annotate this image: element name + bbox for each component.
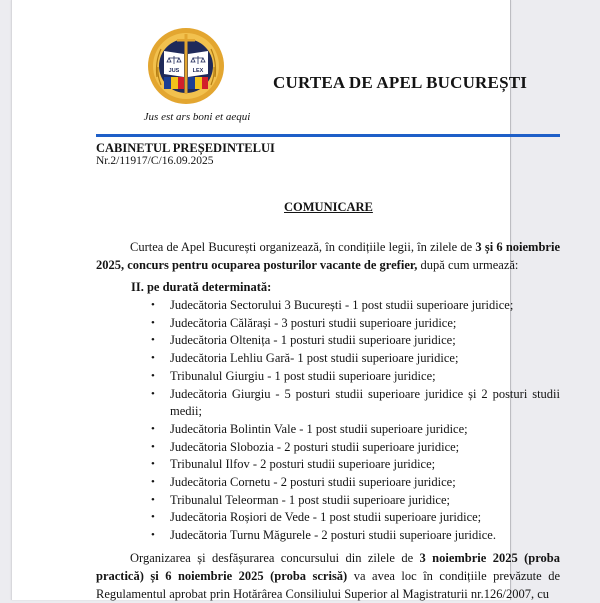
list-item: [151, 297, 560, 315]
position-text: Judecătoria Turnu Măgurele - 2 posturi studii superioare juridice.: [170, 528, 496, 543]
document-title: COMUNICARE: [284, 200, 373, 214]
position-text: Tribunalul Teleorman - 1 post studii superioare juridice;: [170, 492, 450, 507]
svg-text:JUS: JUS: [168, 68, 180, 74]
bullet-icon: •: [151, 316, 155, 329]
position-text: Tribunalul Giurgiu - 1 post studii superioare juridice;: [170, 368, 436, 383]
office-name: CABINETUL PREȘEDINTELUI: [96, 141, 275, 155]
list-item: [151, 527, 560, 545]
court-motto: Jus est ars boni et aequi: [143, 111, 251, 123]
list-item: [151, 315, 560, 333]
bullet-icon: •: [151, 299, 155, 311]
intro-bold-dates: 3 și 6 noiembrie 2025, concurs pentru ocuparea posturilor vacante de grefier,: [96, 240, 560, 272]
bullet-icon: •: [151, 387, 155, 400]
closing-bold-dates: 3 noiembrie 2025 (proba practică) și 6 noiembrie 2025 (proba scrisă): [96, 551, 560, 583]
list-item: [151, 350, 560, 368]
bullet-icon: •: [151, 334, 155, 347]
list-item: [151, 386, 560, 421]
court-name-heading: CURTEA DE APEL BUCUREȘTI: [273, 73, 528, 92]
document-page: [11, 0, 560, 601]
list-item: [151, 492, 560, 510]
bullet-icon: •: [151, 440, 155, 453]
intro-paragraph: [96, 238, 560, 274]
position-text: Judecătoria Giurgiu - 5 posturi studii superioare juridice și 2 posturi studii medii;: [170, 386, 560, 419]
position-text: Judecătoria Bolintin Vale - 1 post studii superioare juridice;: [170, 421, 468, 436]
position-text: Judecătoria Cornetu - 2 posturi studii superioare juridice;: [170, 475, 456, 490]
position-text: Judecătoria Roșiori de Vede - 1 post studii superioare juridice;: [170, 510, 482, 525]
positions-list: [151, 297, 560, 545]
closing-text-start: Organizarea și desfășurarea concursului din zilele de: [130, 551, 420, 565]
bullet-icon: •: [151, 493, 155, 506]
list-item: [151, 474, 560, 492]
list-item: [151, 421, 560, 439]
bullet-icon: •: [151, 511, 155, 524]
position-text: Judecătoria Sectorului 3 București - 1 post studii superioare juridice;: [170, 298, 514, 312]
position-text: Judecătoria Lehliu Gară- 1 post studii superioare juridice;: [170, 351, 459, 366]
court-emblem-icon: [147, 27, 225, 105]
bullet-icon: •: [151, 458, 155, 471]
list-item: [151, 332, 560, 350]
intro-text-end: după cum urmează:: [417, 258, 519, 272]
bullet-icon: •: [151, 476, 155, 489]
closing-paragraph: [96, 549, 560, 603]
bullet-icon: •: [151, 369, 155, 382]
position-text: Tribunalul Ilfov - 2 posturi studii superioare juridice;: [170, 457, 436, 472]
section-heading: II. pe durată determinată:: [131, 280, 272, 294]
closing-text-end: va avea loc în condițiile prevăzute de Regulamentul aprobat prin Hotărârea Consiliului Superior al Magistraturii nr.126/2007, cu: [96, 569, 560, 601]
intro-text-start: Curtea de Apel București organizează, în condițiile legii, în zilele de: [130, 240, 476, 254]
list-item: [151, 509, 560, 527]
registration-number: Nr.2/11917/C/16.09.2025: [96, 155, 214, 167]
position-text: Judecătoria Slobozia - 2 posturi studii superioare juridice;: [170, 439, 460, 454]
svg-text:LEX: LEX: [192, 68, 204, 74]
list-item: [151, 456, 560, 474]
header-divider: [96, 134, 560, 137]
position-text: Judecătoria Oltenița - 1 posturi studii superioare juridice;: [170, 333, 456, 348]
bullet-icon: •: [151, 352, 155, 365]
bullet-icon: •: [151, 422, 155, 435]
list-item: [151, 368, 560, 386]
position-text: Judecătoria Călărași - 3 posturi studii superioare juridice;: [170, 315, 457, 330]
bullet-icon: •: [151, 529, 155, 542]
list-item: [151, 439, 560, 457]
